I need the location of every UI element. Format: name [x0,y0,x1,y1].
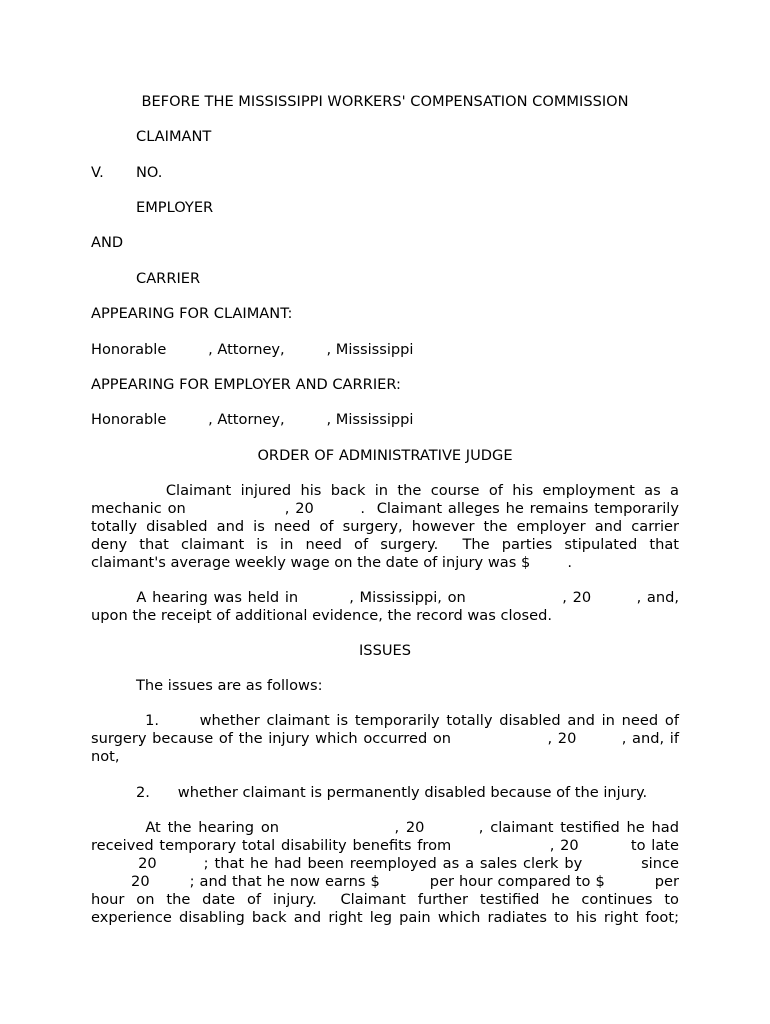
appearing-for-employer-heading: APPEARING FOR EMPLOYER AND CARRIER: [91,376,401,393]
paragraph-line: upon the receipt of additional evidence, the record was closed. [91,607,552,624]
paragraph-line: received temporary total disability benefits from , 20 to late [91,837,679,854]
paragraph-line: claimant's average weekly wage on the date of injury was $ . [91,554,572,571]
caption-and: AND [91,234,124,251]
paragraph-line: totally disabled and is need of surgery, however the employer and carrier [91,518,679,535]
paragraph-hearing [91,589,679,625]
paragraph-line: At the hearing on , 20 , claimant testified he had [91,819,679,836]
caption-carrier: CARRIER [136,270,201,287]
order-title: ORDER OF ADMINISTRATIVE JUDGE [257,447,513,464]
paragraph-line: Claimant injured his back in the course of his employment as a [91,482,679,499]
paragraph-line: hour on the date of injury. Claimant further testified he continues to [91,891,679,908]
appearing-for-claimant-heading: APPEARING FOR CLAIMANT: [91,305,293,322]
paragraph-line: 1. whether claimant is temporarily totally disabled and in need of [91,712,679,729]
paragraph-injury [91,482,679,572]
paragraph-testimony [91,819,679,927]
issues-title: ISSUES [359,642,411,659]
paragraph-line: surgery because of the injury which occurred on , 20 , and, if [91,730,679,747]
issue-2: 2. whether claimant is permanently disabled because of the injury. [136,784,648,801]
paragraph-line: 20 ; and that he now earns $ per hour compared to $ per [91,873,679,890]
paragraph-line: not, [91,748,120,765]
caption-claimant: CLAIMANT [136,128,212,145]
caption-case-number: NO. [136,164,163,181]
caption-versus: V. [91,164,104,181]
claimant-attorney-line: Honorable , Attorney, , Mississippi [91,341,414,358]
paragraph-line: experience disabling back and right leg pain which radiates to his right foot; [91,909,679,926]
paragraph-line: mechanic on , 20 . Claimant alleges he remains temporarily [91,500,679,517]
employer-attorney-line: Honorable , Attorney, , Mississippi [91,411,414,428]
issue-1 [91,712,679,766]
issues-intro: The issues are as follows: [136,677,323,694]
paragraph-line: deny that claimant is in need of surgery. The parties stipulated that [91,536,679,553]
commission-heading: BEFORE THE MISSISSIPPI WORKERS' COMPENSATION COMMISSION [141,93,629,110]
caption-employer: EMPLOYER [136,199,214,216]
paragraph-line: A hearing was held in , Mississippi, on , 20 , and, [91,589,679,606]
paragraph-line: 20 ; that he had been reemployed as a sales clerk by since [91,855,679,872]
